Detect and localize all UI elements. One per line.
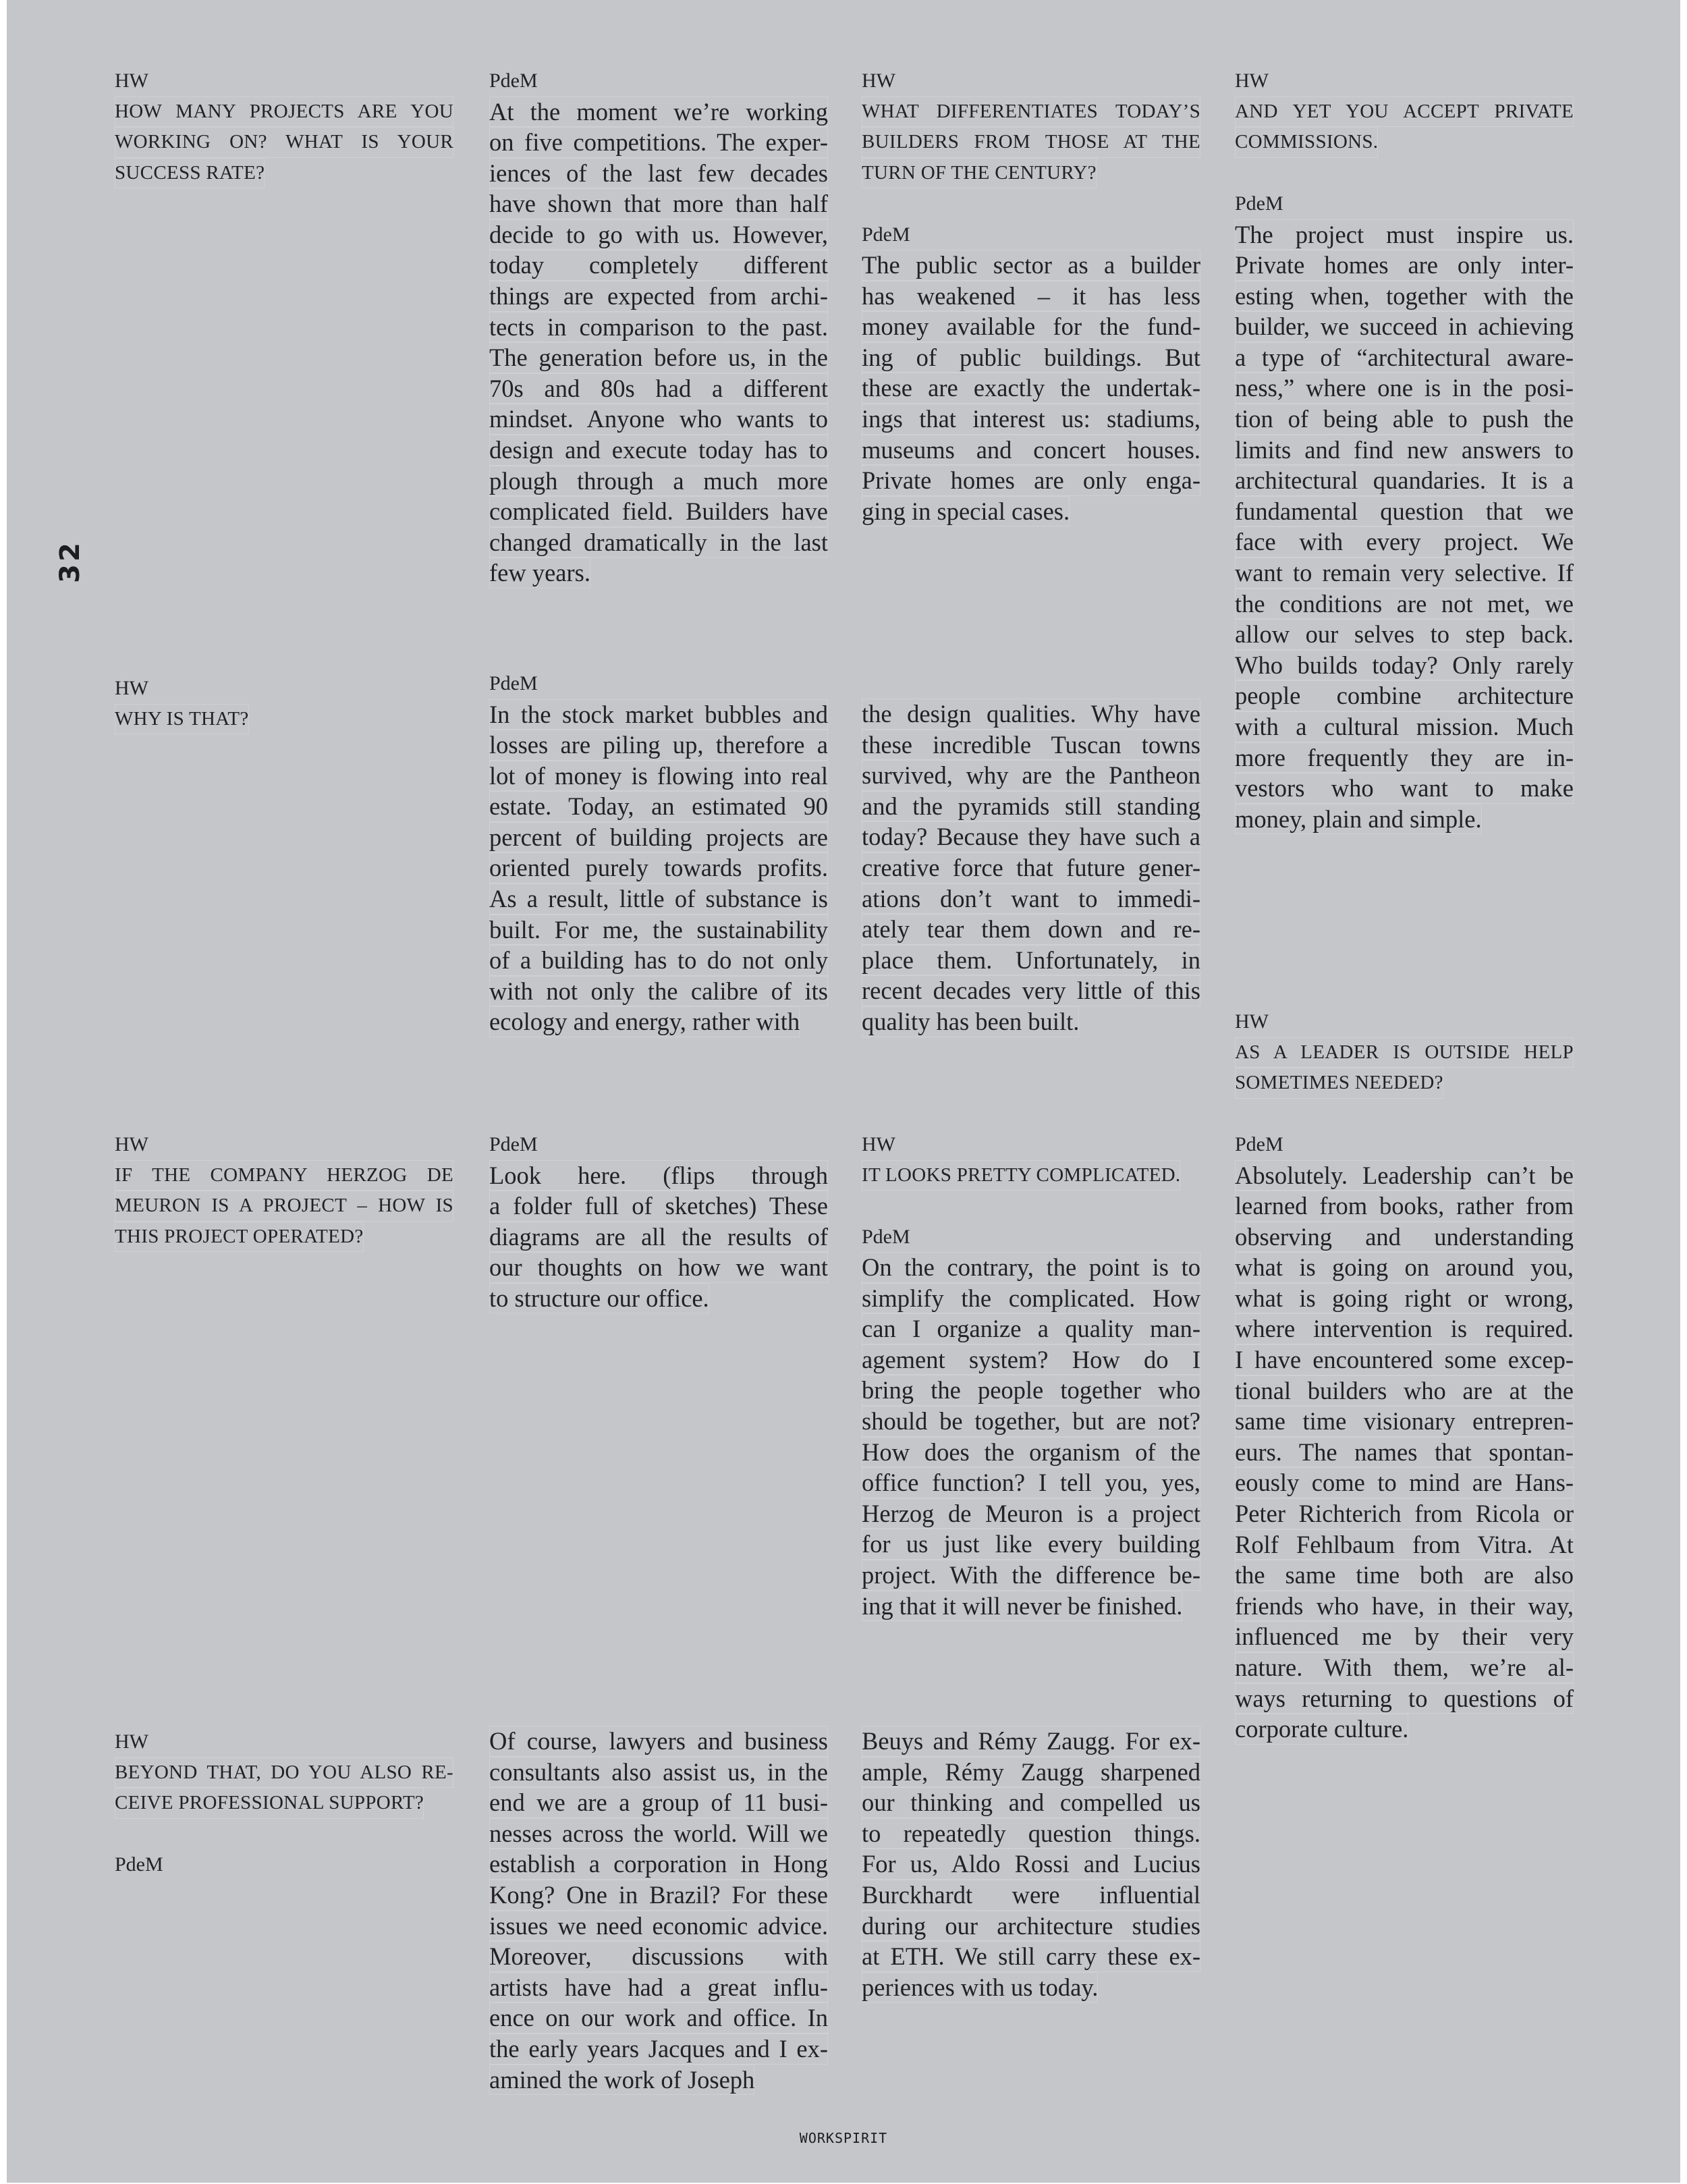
text-line: vestors who want to make <box>1235 773 1574 804</box>
text-line: for us just like every building <box>862 1529 1200 1560</box>
text-line: AS A LEADER IS OUTSIDE HELP <box>1235 1037 1574 1068</box>
text-line: Herzog de Meuron is a project <box>862 1498 1200 1529</box>
text-line: the design qualities. Why have <box>862 699 1200 730</box>
text-line: mindset. Anyone who wants to <box>489 404 828 435</box>
text-line: BUILDERS FROM THOSE AT THE <box>862 127 1200 158</box>
text-line: a type of “architectural aware- <box>1235 342 1574 373</box>
text-line: THIS PROJECT OPERATED? <box>115 1222 364 1253</box>
text-line: can I organize a quality man- <box>862 1313 1200 1344</box>
text-line: In the stock market bubbles and <box>489 699 828 730</box>
text-line: today completely different <box>489 250 828 281</box>
speaker-label: HW <box>115 677 148 699</box>
text-line: and the pyramids still standing <box>862 791 1200 822</box>
text-line: For us, Aldo Rossi and Lucius <box>862 1849 1200 1880</box>
text-line: tional builders who are at the <box>1235 1375 1574 1407</box>
speaker-label: HW <box>115 1133 148 1155</box>
text-line: the early years Jacques and I ex- <box>489 2033 828 2065</box>
text-line: 70s and 80s had a different <box>489 373 828 404</box>
text-line: WHAT DIFFERENTIATES TODAY’S <box>862 97 1200 128</box>
text-line: has weakened – it has less <box>862 281 1200 312</box>
text-line: limits and find new answers to <box>1235 435 1574 466</box>
text-line: the conditions are not met, we <box>1235 589 1574 620</box>
text-line: ing of public buildings. But <box>862 342 1200 373</box>
text-line: CEIVE PROFESSIONAL SUPPORT? <box>115 1788 424 1819</box>
text-line: Private homes are only enga- <box>862 465 1200 496</box>
text-line: ways returning to questions of <box>1235 1683 1574 1714</box>
text-line: nature. With them, we’re al- <box>1235 1652 1574 1683</box>
page-number: 32 <box>54 540 86 583</box>
text-line: what is going right or wrong, <box>1235 1283 1574 1314</box>
text-line: recent decades very little of this <box>862 975 1200 1006</box>
text-line: money available for the fund- <box>862 311 1200 342</box>
answer-text <box>862 250 1200 526</box>
spacer <box>1235 158 1574 189</box>
text-line: Peter Richterich from Ricola or <box>1235 1498 1574 1529</box>
text-line: have shown that more than half <box>489 188 828 219</box>
text-line: losses are piling up, therefore a <box>489 730 828 761</box>
answer-continuation-block <box>489 1726 828 2095</box>
spacer <box>115 1819 453 1850</box>
text-line: complicated field. Builders have <box>489 496 828 527</box>
text-line: Moreover, discussions with <box>489 1941 828 1972</box>
text-line: The generation before us, in the <box>489 342 828 373</box>
text-line: IF THE COMPANY HERZOG DE <box>115 1160 453 1191</box>
text-line: establish a corporation in Hong <box>489 1849 828 1880</box>
spacer <box>862 1191 1200 1222</box>
text-line: COMMISSIONS. <box>1235 127 1378 158</box>
text-line: with not only the calibre of its <box>489 976 828 1007</box>
speaker-label: PdeM <box>489 1133 538 1155</box>
text-line: our thinking and compelled us <box>862 1787 1200 1818</box>
text-line: learned from books, rather from <box>1235 1191 1574 1222</box>
answer-text <box>489 1726 828 2095</box>
question-block <box>1235 65 1574 834</box>
text-line: Absolutely. Leadership can’t be <box>1235 1160 1574 1191</box>
magazine-page <box>7 0 1680 2183</box>
speaker-label: PdeM <box>862 1225 910 1248</box>
text-line: of a building has to do not only <box>489 945 828 976</box>
text-line: How does the organism of the <box>862 1437 1200 1468</box>
text-line: more frequently they are in- <box>1235 742 1574 773</box>
text-line: corporate culture. <box>1235 1714 1408 1745</box>
text-line: decide to go with us. However, <box>489 219 828 250</box>
text-line: people combine architecture <box>1235 680 1574 711</box>
text-line: Kong? One in Brazil? For these <box>489 1880 828 1911</box>
text-line: tion of being able to push the <box>1235 404 1574 435</box>
text-line: changed dramatically in the last <box>489 527 828 558</box>
text-line: architectural quandaries. It is a <box>1235 465 1574 496</box>
speaker-label: PdeM <box>1235 192 1283 215</box>
text-line: ging in special cases. <box>862 496 1070 527</box>
text-line: consultants also assist us, in the <box>489 1757 828 1788</box>
text-line: ence on our work and office. In <box>489 2002 828 2033</box>
text-line: observing and understanding <box>1235 1222 1574 1253</box>
text-line: allow our selves to step back. <box>1235 619 1574 650</box>
question-block <box>115 1726 453 1880</box>
text-line: issues we need economic advice. <box>489 1911 828 1942</box>
text-line: our thoughts on how we want <box>489 1252 828 1283</box>
text-line: ately tear them down and re- <box>862 914 1200 945</box>
text-line: to structure our office. <box>489 1283 709 1314</box>
text-line: artists have had a great influ- <box>489 1972 828 2003</box>
answer-block <box>489 668 828 1037</box>
text-line: eously come to mind are Hans- <box>1235 1467 1574 1498</box>
answer-continuation-block <box>862 1726 1200 2002</box>
question-block <box>862 1129 1200 1621</box>
text-line: SUCCESS RATE? <box>115 158 265 189</box>
text-line: AND YET YOU ACCEPT PRIVATE <box>1235 97 1574 128</box>
text-line: face with every project. We <box>1235 526 1574 557</box>
text-line: diagrams are all the results of <box>489 1222 828 1253</box>
text-line: Private homes are only inter- <box>1235 250 1574 281</box>
answer-block <box>1235 1129 1574 1745</box>
text-line: periences with us today. <box>862 1972 1098 2003</box>
text-line: design and execute today has to <box>489 435 828 466</box>
speaker-label: HW <box>1235 1010 1269 1033</box>
text-line: office function? I tell you, yes, <box>862 1467 1200 1498</box>
answer-text <box>862 699 1200 1037</box>
text-line: simplify the complicated. How <box>862 1283 1200 1314</box>
text-line: during our architecture studies <box>862 1911 1200 1942</box>
text-line: TURN OF THE CENTURY? <box>862 158 1097 189</box>
text-line: friends who have, in their way, <box>1235 1591 1574 1622</box>
text-line: on five competitions. The exper- <box>489 127 828 158</box>
text-line: Look here. (flips through <box>489 1160 828 1191</box>
text-line: today? Because they have such a <box>862 821 1200 852</box>
text-line: museums and concert houses. <box>862 435 1200 466</box>
speaker-label: HW <box>862 70 895 92</box>
text-line: few years. <box>489 557 590 589</box>
text-line: these are exactly the undertak- <box>862 373 1200 404</box>
question-text <box>862 1160 1200 1191</box>
question-block <box>862 65 1200 526</box>
text-line: WORKING ON? WHAT IS YOUR <box>115 127 453 158</box>
text-line: at ETH. We still carry these ex- <box>862 1941 1200 1972</box>
question-text <box>862 97 1200 189</box>
text-line: I have encountered some excep- <box>1235 1344 1574 1375</box>
answer-text <box>489 97 828 589</box>
text-line: The project must inspire us. <box>1235 219 1574 250</box>
answer-text <box>862 1252 1200 1621</box>
text-line: fundamental question that we <box>1235 496 1574 527</box>
question-text <box>115 1757 453 1819</box>
text-line: ness,” where one is in the posi- <box>1235 373 1574 404</box>
question-text <box>1235 97 1574 158</box>
text-line: lot of money is flowing into real <box>489 761 828 792</box>
text-line: oriented purely towards profits. <box>489 852 828 883</box>
text-line: On the contrary, the point is to <box>862 1252 1200 1283</box>
question-text <box>115 704 453 735</box>
text-line: place them. Unfortunately, in <box>862 945 1200 976</box>
text-line: ample, Rémy Zaugg sharpened <box>862 1757 1200 1788</box>
answer-text <box>489 699 828 1038</box>
text-line: BEYOND THAT, DO YOU ALSO RE- <box>115 1757 453 1789</box>
answer-continuation-block <box>862 699 1200 1037</box>
text-line: things are expected from archi- <box>489 281 828 312</box>
speaker-label: HW <box>1235 70 1269 92</box>
text-line: At the moment we’re working <box>489 97 828 128</box>
text-line: eurs. The names that spontan- <box>1235 1437 1574 1468</box>
question-block <box>115 1129 453 1252</box>
answer-text <box>1235 219 1574 835</box>
answer-text <box>489 1160 828 1314</box>
magazine-footer: WORKSPIRIT <box>799 2130 888 2146</box>
question-text <box>1235 1037 1574 1099</box>
speaker-label: PdeM <box>862 223 910 246</box>
text-line: project. With the difference be- <box>862 1560 1200 1591</box>
text-line: with a cultural mission. Much <box>1235 711 1574 742</box>
text-line: survived, why are the Pantheon <box>862 760 1200 791</box>
text-line: MEURON IS A PROJECT – HOW IS <box>115 1191 453 1222</box>
text-line: ings that interest us: stadiums, <box>862 404 1200 435</box>
text-line: the same time both are also <box>1235 1560 1574 1591</box>
text-line: where intervention is required. <box>1235 1313 1574 1344</box>
text-line: to repeatedly question things. <box>862 1818 1200 1849</box>
text-line: Who builds today? Only rarely <box>1235 650 1574 681</box>
speaker-label: PdeM <box>1235 1133 1283 1155</box>
speaker-label: HW <box>115 70 148 92</box>
text-line: builder, we succeed in achieving <box>1235 311 1574 342</box>
question-text <box>115 97 453 189</box>
text-line: percent of building projects are <box>489 822 828 853</box>
text-line: influenced me by their very <box>1235 1621 1574 1652</box>
question-block <box>115 673 453 734</box>
text-line: creative force that future gener- <box>862 852 1200 883</box>
text-line: IT LOOKS PRETTY COMPLICATED. <box>862 1160 1180 1191</box>
answer-text <box>1235 1160 1574 1745</box>
text-line: a folder full of sketches) These <box>489 1191 828 1222</box>
text-line: SOMETIMES NEEDED? <box>1235 1068 1443 1099</box>
text-line: WHY IS THAT? <box>115 704 249 735</box>
text-line: these incredible Tuscan towns <box>862 730 1200 761</box>
text-line: As a result, little of substance is <box>489 883 828 914</box>
text-line: should be together, but are not? <box>862 1406 1200 1437</box>
text-line: bring the people together who <box>862 1375 1200 1406</box>
speaker-label: HW <box>115 1730 148 1753</box>
text-line: agement system? How do I <box>862 1344 1200 1375</box>
text-line: quality has been built. <box>862 1006 1079 1037</box>
text-line: tects in comparison to the past. <box>489 312 828 343</box>
text-line: plough through a much more <box>489 466 828 497</box>
question-block <box>1235 1006 1574 1099</box>
text-line: want to remain very selective. If <box>1235 557 1574 589</box>
text-line: built. For me, the sustainability <box>489 914 828 946</box>
text-line: amined the work of Joseph <box>489 2065 754 2096</box>
text-line: HOW MANY PROJECTS ARE YOU <box>115 97 453 128</box>
spacer <box>862 188 1200 219</box>
answer-block <box>489 1129 828 1313</box>
text-line: esting when, together with the <box>1235 281 1574 312</box>
speaker-label: PdeM <box>489 70 538 92</box>
speaker-label: PdeM <box>115 1853 163 1876</box>
speaker-label: HW <box>862 1133 895 1155</box>
answer-block <box>489 65 828 589</box>
answer-text <box>862 1726 1200 2002</box>
text-line: end we are a group of 11 busi- <box>489 1787 828 1818</box>
text-line: Burckhardt were influential <box>862 1880 1200 1911</box>
text-line: ecology and energy, rather with <box>489 1006 800 1037</box>
question-text <box>115 1160 453 1253</box>
text-line: nesses across the world. Will we <box>489 1818 828 1849</box>
text-line: ing that it will never be finished. <box>862 1591 1182 1622</box>
text-line: estate. Today, an estimated 90 <box>489 791 828 822</box>
text-line: money, plain and simple. <box>1235 804 1482 835</box>
text-line: same time visionary entrepren- <box>1235 1406 1574 1437</box>
text-line: ations don’t want to immedi- <box>862 883 1200 914</box>
text-line: Beuys and Rémy Zaugg. For ex- <box>862 1726 1200 1757</box>
speaker-label: PdeM <box>489 672 538 694</box>
text-line: Rolf Fehlbaum from Vitra. At <box>1235 1529 1574 1560</box>
text-line: what is going on around you, <box>1235 1252 1574 1283</box>
text-line: iences of the last few decades <box>489 158 828 189</box>
text-line: The public sector as a builder <box>862 250 1200 281</box>
text-line: Of course, lawyers and business <box>489 1726 828 1757</box>
question-block <box>115 65 453 188</box>
